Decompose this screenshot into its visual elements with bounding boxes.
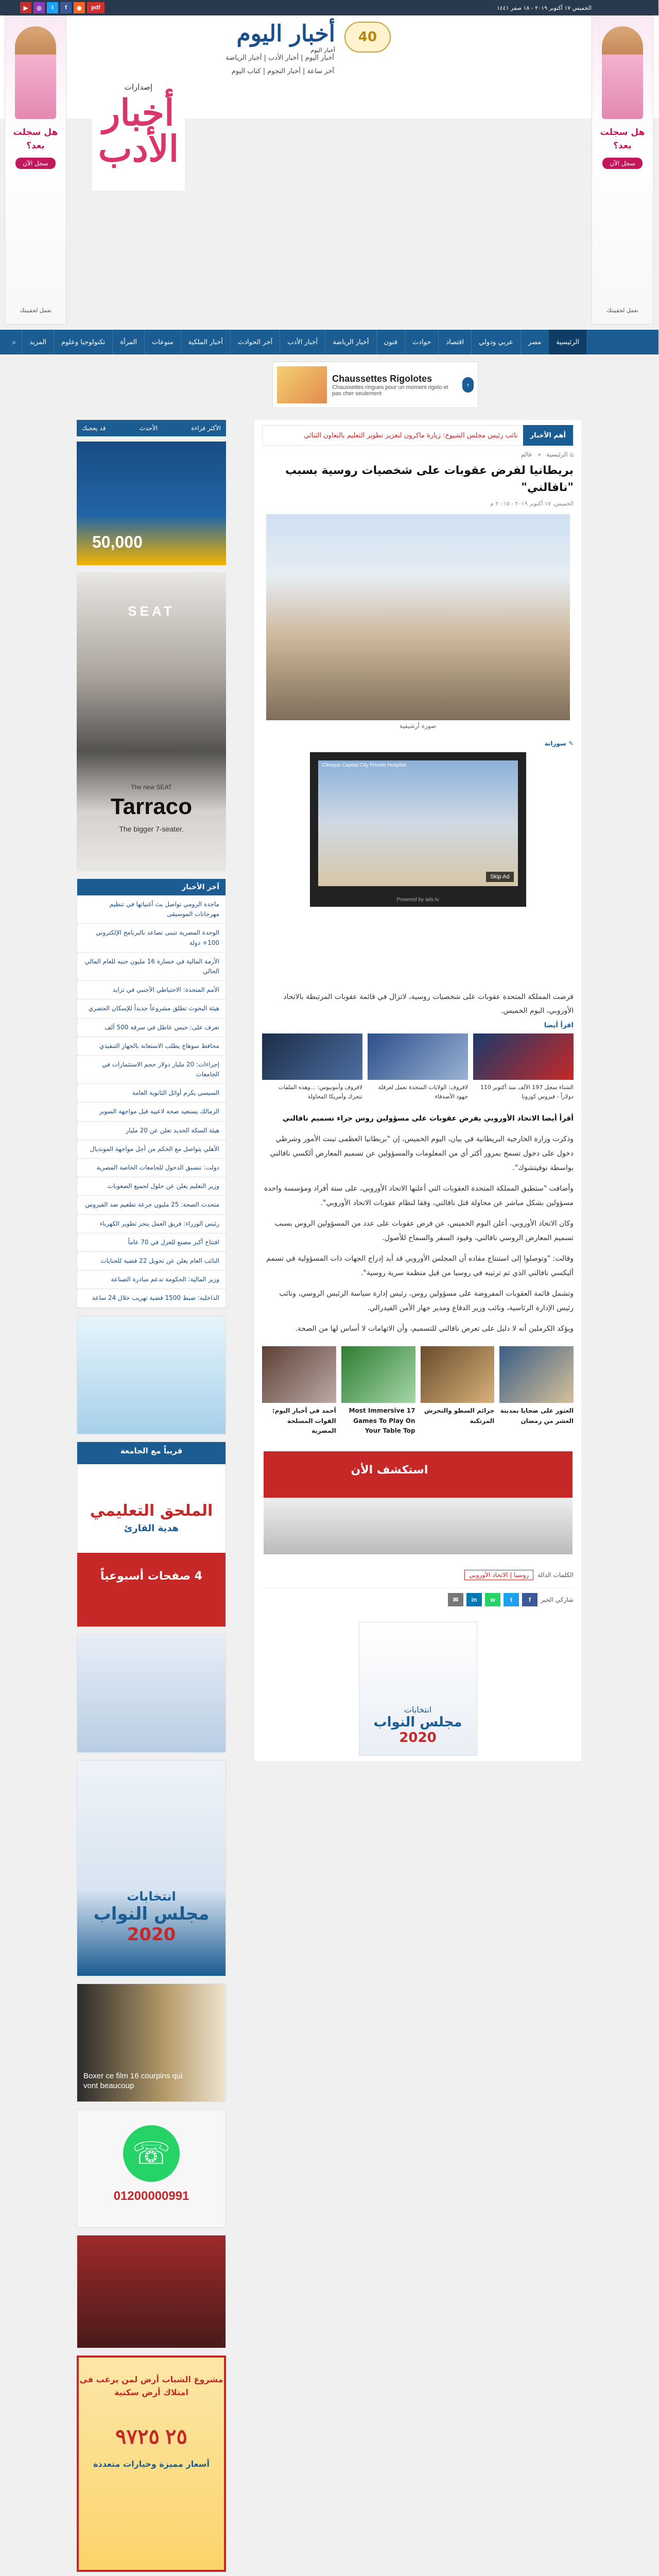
related-thumb <box>263 1033 363 1080</box>
wine-ad-text: Boxer ce film 16 courpins qui vont beaucoup <box>84 2071 183 2090</box>
skip-ad-button[interactable]: Skip Ad <box>487 872 514 882</box>
ad-placeholder <box>263 913 574 990</box>
recommended-thumb <box>500 1346 574 1403</box>
list-item[interactable]: هيئة البحوث تطلق مشروعاً جديداً للإسكان الحضري <box>78 999 226 1018</box>
land-banner-sub: أسعار مميزة وخيارات متعددة <box>94 2459 210 2469</box>
facebook-icon[interactable]: f <box>61 2 72 13</box>
article-paragraph: وتشمل قائمة العقوبات المفروضة على مسؤولين روس، رئيس إدارة سياسة الرئيس الروسي، ونائب رئيس الإدارة الرئاسية، ونائب وزير الدفاع ومدير جهاز الأمن الفيدرالي. <box>280 1290 574 1313</box>
list-item[interactable]: دولت: تنسيق الدخول للجامعات الخاصة المصرية <box>78 1159 226 1177</box>
adab-publication-box[interactable] <box>93 82 185 191</box>
tag-chip[interactable]: روسيا | الاتحاد الأوروبي <box>465 1570 534 1580</box>
ad-brand: نعمل لحقيبتك <box>607 307 639 314</box>
facebook-share-icon[interactable]: f <box>523 1593 538 1606</box>
site-logo-sub: أخبار اليوم <box>311 47 336 54</box>
seat-model: Tarraco <box>111 794 193 819</box>
list-item[interactable]: الوحدة المصرية تتبنى تصاعد بالبرنامج الإلكتروني 100+ دولة <box>78 924 226 952</box>
anniversary-badge: 40 <box>345 22 391 53</box>
list-item[interactable]: إجراءات: 20 مليار دولار حجم الاستثمارات في الجامعات <box>78 1056 226 1084</box>
whatsapp-banner[interactable] <box>77 2109 227 2228</box>
nav-item-economy[interactable]: اقتصاد <box>439 330 472 354</box>
breadcrumb-item[interactable]: عالم <box>521 451 533 458</box>
native-ad-image <box>278 366 327 403</box>
recommended-row <box>263 1346 574 1436</box>
skyscraper-ad-left[interactable] <box>5 15 67 325</box>
nav-icons <box>0 334 22 350</box>
share-bar <box>263 1587 574 1606</box>
featured-image <box>267 514 570 720</box>
elections-sidebar-banner[interactable] <box>77 1760 227 1976</box>
logo-area[interactable] <box>237 21 391 54</box>
article-column <box>255 420 582 1761</box>
article-date: الخميس، ١٧ أكتوبر ٢٠١٩ - ٢٠:١٥ م <box>491 500 574 507</box>
list-item[interactable]: رئيس الوزراء: فريق العمل ينجز تطوير الكهرباء <box>78 1215 226 1233</box>
related-title: لافروف: الولايات المتحدة تعمل لعرقلة جهود الأصدقاء <box>378 1084 469 1100</box>
read-also-label: اقرأ أيضا <box>544 1022 574 1030</box>
recommended-title: العثور على ضحايا بمدينة العشر من رمضان <box>500 1407 574 1425</box>
visa-ad-amount: 50,000 <box>93 533 143 551</box>
adab-logo[interactable]: أخبار الأدب <box>98 91 180 170</box>
video-frame <box>319 760 518 886</box>
network-links-row-1[interactable]: أخبار اليوم | أخبار الأدب | أخبار الرياضة <box>226 54 335 62</box>
land-project-banner[interactable] <box>77 2355 227 2572</box>
recommended-thumb <box>342 1346 416 1403</box>
wine-ad[interactable] <box>77 1984 227 2102</box>
recommended-card[interactable] <box>263 1346 337 1436</box>
article-tags <box>263 1570 574 1580</box>
list-item[interactable]: هيئة السكة الحديد تعلن عن 20 مليار <box>78 1122 226 1140</box>
car-ad-text: استكشف الأن <box>351 1463 429 1477</box>
article-paragraph: ويؤكد الكرملين أنه لا دليل على تعرض نافالني للتسميم، وأن الاتهامات لا أساس لها من الصحة. <box>296 1325 574 1333</box>
whatsapp-share-icon[interactable]: w <box>485 1593 501 1606</box>
elections-year: 2020 <box>127 1924 177 1945</box>
recommended-title: جرائم السطو والتحرش المرتكبة <box>425 1407 495 1425</box>
related-thumb <box>474 1033 574 1080</box>
topbar-date: الخميس ١٧ أكتوبر ٢٠١٩ - ١٨ صفر ١٤٤١ <box>497 4 592 11</box>
tab-most-read[interactable]: الأكثر قراءة <box>192 425 221 432</box>
seat-new: The new SEAT <box>131 784 172 791</box>
twitter-icon[interactable]: t <box>47 2 59 13</box>
video-title: Clinique Capital City Private Hospital <box>322 762 407 768</box>
breadcrumb <box>263 451 574 458</box>
education-banner-frequency: 4 صفحات أسبوعياً <box>100 1569 203 1583</box>
education-banner-title: قريباً مع الجامعة <box>120 1446 183 1455</box>
recommended-title: 17 Most Immersive Games To Play On Your Table Top <box>349 1407 416 1434</box>
rss-icon[interactable]: ◉ <box>74 2 85 13</box>
seat-tagline: The bigger 7-seater. <box>119 825 184 833</box>
publications-label: إصدارات <box>125 82 153 92</box>
twitter-share-icon[interactable]: t <box>504 1593 519 1606</box>
recommended-card[interactable] <box>342 1346 416 1436</box>
nav-item-egypt[interactable]: مصر <box>521 330 549 354</box>
list-item[interactable]: الأزمة المالية في خسارة 16 مليون جنيه للعام المالي الحالي <box>78 953 226 981</box>
list-item[interactable]: الأمم المتحدة: الاحتياطي الأجنبي في تزايد <box>78 981 226 999</box>
social-links <box>21 2 105 13</box>
email-share-icon[interactable]: ✉ <box>448 1593 464 1606</box>
home-icon[interactable]: ⌂ <box>570 451 574 458</box>
ad-figure <box>602 26 644 119</box>
article-paragraph: وقالت: "وتوصلوا إلى استنتاج مفاده أن المجلس الأوروبي قد أيد إدراج الجهات ذات المسؤولية في تسمم أليكسي نافالني الذي تم ترتيبه في روسيا من قبل منظمة سرية روسية". <box>267 1255 574 1278</box>
visa-ad[interactable] <box>77 442 227 565</box>
nav-item-women[interactable]: المرأة <box>113 330 145 354</box>
nav-item-arts[interactable]: فنون <box>377 330 405 354</box>
elections-line-2: مجلس النواب <box>374 1714 463 1730</box>
nav-item-latest-incidents[interactable]: آخر الحوادث <box>231 330 280 354</box>
elections-line-1: انتخابات <box>404 1704 432 1715</box>
ad-question: هل سجلت بعد؟ <box>600 127 646 151</box>
native-ad-title: Chaussettes Rigolotes <box>333 373 433 384</box>
site-logo[interactable]: أخبار اليوم <box>237 21 336 47</box>
article-paragraph: وكان الاتحاد الأوروبي، أعلن اليوم الخميس، عن فرض عقوبات على عدد من المسؤولين الروس بسبب تسميم المعارض الروسي نافالني، وقيود السفر والسماح للأصول. <box>275 1219 574 1243</box>
list-item[interactable]: وزير التعليم يعلن عن حلول لجميع الصعوبات <box>78 1177 226 1196</box>
breaking-label: أهم الأخبار <box>524 425 574 446</box>
breaking-news-ticker <box>263 425 574 446</box>
network-links-row-2[interactable]: آخر ساعة | أخبار النجوم | كتاب اليوم <box>232 67 335 75</box>
top-bar <box>0 0 659 15</box>
ad-figure <box>15 26 57 119</box>
ad-question: هل سجلت بعد؟ <box>13 127 59 151</box>
list-item[interactable]: الزمالك يستعيد صحة لاعبيه قبل مواجهة السوبر <box>78 1103 226 1121</box>
pdf-link[interactable]: pdf <box>88 2 105 13</box>
list-item[interactable]: وزير المالية: الحكومة تدعم مبادرة الصناعة <box>78 1270 226 1289</box>
nav-item-more[interactable]: المزيد <box>22 330 54 354</box>
main-nav <box>0 330 659 354</box>
car-banner-ad[interactable] <box>264 1451 573 1554</box>
search-icon[interactable]: ⌕ <box>12 337 17 347</box>
article-highlight: أقرأ أيضا الاتحاد الأوروبي يفرض عقوبات على مسؤولين روس جراء تسميم نافالني <box>283 1114 574 1123</box>
land-banner-title: مشروع الشباب أرض لمن يرغب في امتلاك أرض سكنية <box>80 2374 224 2398</box>
related-thumb <box>368 1033 469 1080</box>
nav-item-royal[interactable]: أخبار الملكية <box>181 330 231 354</box>
list-item[interactable]: النائب العام يعلن عن تحويل 22 قضية للجنايات <box>78 1252 226 1270</box>
ad-cta-button[interactable]: سجل الآن <box>16 158 56 169</box>
related-card[interactable] <box>263 1033 363 1101</box>
whatsapp-number[interactable]: 01200000991 <box>114 2189 190 2203</box>
chevron-right-icon[interactable]: › <box>463 377 474 393</box>
user-icon[interactable] <box>0 334 3 350</box>
sidebar-banner-ad[interactable] <box>77 2235 227 2348</box>
breadcrumb-separator: « <box>538 451 542 458</box>
nav-item-tech[interactable]: تكنولوجيا وعلوم <box>54 330 113 354</box>
education-banner-heading: الملحق التعليمي <box>90 1501 214 1520</box>
video-player[interactable] <box>310 752 527 907</box>
skyscraper-ad-right[interactable] <box>592 15 654 325</box>
seat-brand: SEAT <box>128 603 176 619</box>
list-item[interactable]: الداخلية: ضبط 1500 قضية تهريب خلال 24 ساعة <box>78 1289 226 1308</box>
sidebar-banner-ad[interactable] <box>77 1634 227 1753</box>
latest-news-title: آخر الأخبار <box>78 879 226 895</box>
recommended-card[interactable] <box>500 1346 574 1436</box>
sidebar-banner-ad[interactable] <box>77 1316 227 1434</box>
list-item[interactable]: افتتاح أكبر مصنع للغزل في 70 عاماً <box>78 1233 226 1252</box>
land-banner-number: ٢٥ ٩٧٢٥ <box>115 2425 188 2448</box>
education-banner-sub: هدية القارئ <box>124 1522 180 1534</box>
latest-news-list <box>78 895 226 1308</box>
ad-cta-button[interactable]: سجل الآن <box>603 158 643 169</box>
video-powered: Powered by ads.tv <box>397 897 440 903</box>
related-card[interactable] <box>368 1033 469 1101</box>
recommended-thumb <box>263 1346 337 1403</box>
author-icon: ✎ <box>568 740 574 747</box>
recommended-card[interactable] <box>421 1346 495 1436</box>
elections-line-1: انتخابات <box>127 1889 177 1904</box>
instagram-icon[interactable]: ◎ <box>34 2 45 13</box>
image-caption: صورة أرشيفية <box>400 722 437 730</box>
ad-brand: نعمل لحقيبتك <box>20 307 52 314</box>
nav-item-home[interactable]: الرئيسية <box>549 330 587 354</box>
elections-banner[interactable] <box>359 1622 478 1756</box>
sidebar <box>77 420 227 2572</box>
tab-recommended[interactable]: قد يعجبك <box>82 425 107 432</box>
tab-latest[interactable]: الأحدث <box>140 425 159 432</box>
related-title: لافروف وأنتونيوس: ...وهذه الملفات تتحرك وأمريكا المحاولة <box>279 1084 363 1100</box>
article-lead: فرضت المملكة المتحدة عقوبات على شخصيات روسية، لاتزال في قائمة عقوبات المرتبطة بالاتحاد الأوروبي، اليوم الخميس. <box>284 993 574 1015</box>
nav-item-incidents[interactable]: حوادث <box>405 330 439 354</box>
related-card[interactable] <box>474 1033 574 1101</box>
nav-item-literature[interactable]: أخبار الأدب <box>280 330 325 354</box>
latest-news-widget <box>77 878 227 1309</box>
linkedin-share-icon[interactable]: in <box>467 1593 482 1606</box>
recommended-thumb <box>421 1346 495 1403</box>
sidebar-tabs <box>77 420 227 436</box>
list-item[interactable]: السيسي يكرم أوائل الثانوية العامة <box>78 1084 226 1103</box>
author-byline <box>263 740 574 747</box>
nav-item-misc[interactable]: منوعات <box>145 330 181 354</box>
seat-ad[interactable] <box>77 572 227 871</box>
whatsapp-icon: ☏ <box>124 2125 180 2182</box>
elections-year: 2020 <box>400 1730 437 1745</box>
related-title: الشتاء سجل 197 الألف منذ أكتوبر 110 دولاراً - فيروس كورونا <box>480 1084 574 1100</box>
nav-item-sports[interactable]: أخبار الرياضة <box>325 330 376 354</box>
article-paragraph: وذكرت وزارة الخارجية البريطانية في بيان، اليوم الخميس، إن "بريطانيا العظمى تبنت الأمور وشرطي دخول على دخول تسمح بمرور أكثر أي من المعلومات والمسؤولين عن تسميم المعارض ألكسي نافالني بواسطة نوفيتشوك". <box>270 1135 574 1173</box>
list-item[interactable]: تعرف على: حبس عاطل في سرقة 500 ألف <box>78 1019 226 1037</box>
page-title: بريطانيا لفرض عقوبات على شخصيات روسية بسبب "نافالني" <box>285 464 574 494</box>
breaking-text[interactable]: نائب رئيس مجلس الشيوخ: زيارة ماكرون لتعزيز تطوير التعليم بالتعاون الثنائي <box>304 431 518 439</box>
native-ad[interactable] <box>273 362 479 408</box>
list-item[interactable]: الأهلي يتواصل مع الحكم من أجل مواجهة المونديال <box>78 1140 226 1159</box>
youtube-icon[interactable]: ▶ <box>21 2 32 13</box>
breadcrumb-item[interactable]: الرئيسية <box>547 451 568 458</box>
elections-line-2: مجلس النواب <box>94 1903 210 1924</box>
tags-label: الكلمات الدالة <box>537 1571 574 1579</box>
related-articles <box>263 1033 574 1101</box>
article-body <box>263 1111 574 1336</box>
article-paragraph: وأضافت "ستطبق المملكة المتحدة العقوبات التي أعلنها الاتحاد الأوروبي، على ستة أفراد ومؤسسة واحدة مسؤولين بشكل مباشر عن محاولة قتل نافالني، وفقا لنظام عقوبات الاتحاد الأوروبي". <box>264 1184 574 1208</box>
native-ad-desc: Chaussettes ringues pour un moment rigolo et pas cher seulement <box>333 384 449 397</box>
nav-item-world[interactable]: عربي ودولي <box>472 330 521 354</box>
recommended-title: أحمد في أخبار اليوم: القوات المسلحة المصرية <box>272 1407 337 1434</box>
list-item[interactable]: متحدث الصحة: 25 مليون جرعة تطعيم ضد الفيروس <box>78 1196 226 1214</box>
education-supplement-banner[interactable] <box>77 1442 227 1627</box>
list-item[interactable]: محافظ سوهاج يطلب الاستعانة بالجهاز التنفيذي <box>78 1037 226 1056</box>
list-item[interactable]: ماجدة الرومي تواصل بث أغنياتها في تنظيم مهرجانات الموسيقى <box>78 895 226 924</box>
author-name[interactable]: سوزانة <box>545 740 567 747</box>
header-network-links[interactable] <box>118 52 335 78</box>
share-label: شاركي الخبر <box>541 1596 574 1603</box>
